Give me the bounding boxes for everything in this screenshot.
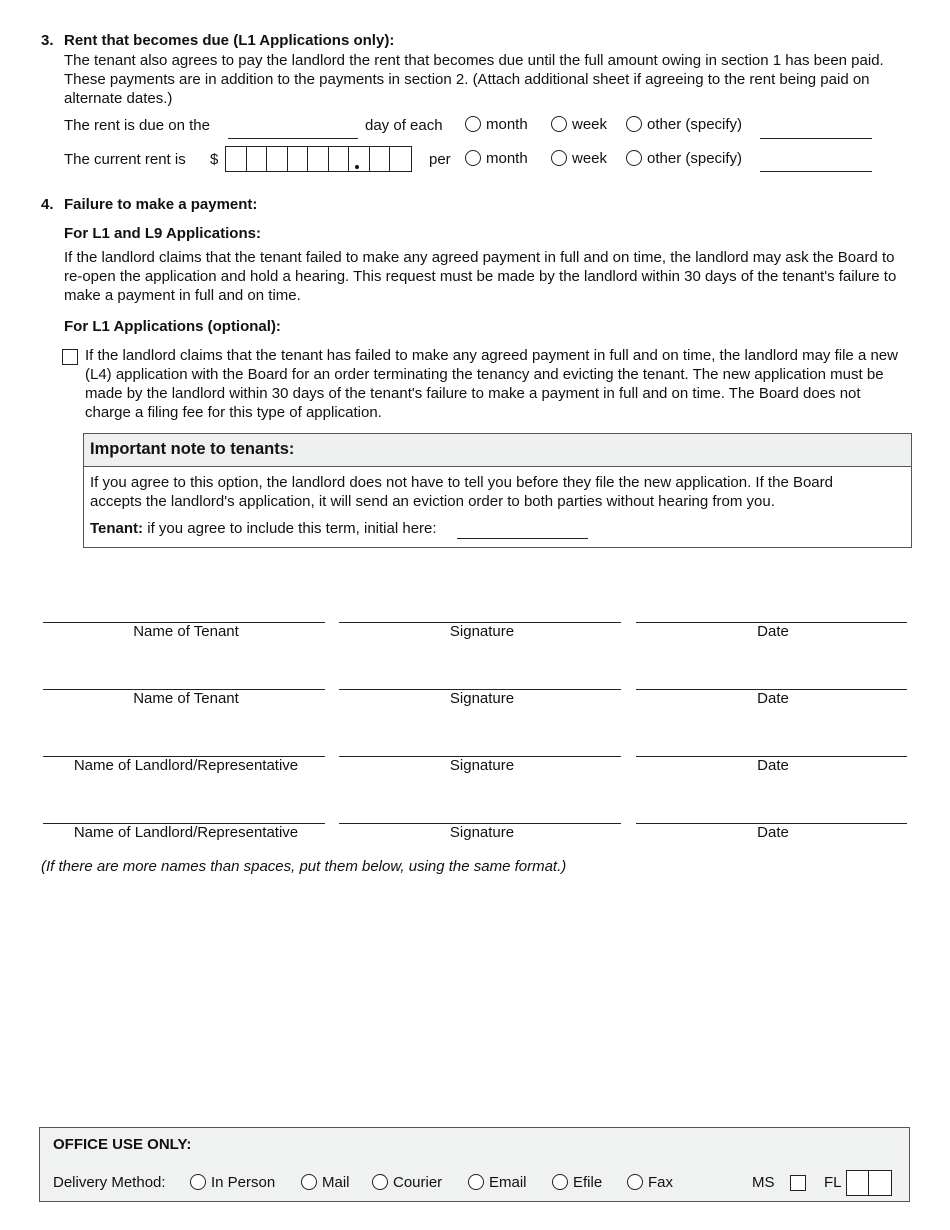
section-4-number: 4.	[41, 196, 54, 213]
signature-signature-label: Signature	[449, 824, 515, 841]
signature-date-label: Date	[757, 690, 789, 707]
signatures-footnote: (If there are more names than spaces, put them below, using the same format.)	[41, 858, 567, 875]
signature-date-label: Date	[757, 824, 789, 841]
checkbox-icon[interactable]	[790, 1175, 806, 1191]
fl-label: FL	[824, 1174, 842, 1191]
current-rent-label: The current rent is	[64, 151, 186, 168]
radio-icon[interactable]	[626, 116, 642, 132]
important-note-title: Important note to tenants:	[84, 434, 911, 467]
currency-symbol: $	[210, 151, 219, 168]
section-3-heading: Rent that becomes due (L1 Applications only):	[64, 32, 395, 49]
signature-name-label: Name of Tenant	[133, 690, 239, 707]
signature-name-label: Name of Landlord/Representative	[73, 757, 299, 774]
tenant-initial-row	[90, 520, 437, 537]
signature-date-label: Date	[757, 757, 789, 774]
l4-option-checkbox[interactable]	[62, 349, 78, 369]
decimal-point-icon	[355, 165, 359, 169]
ms-label: MS	[752, 1174, 775, 1191]
delivery-efile[interactable]	[552, 1174, 602, 1191]
radio-icon[interactable]	[468, 1174, 484, 1190]
signature-signature-label: Signature	[449, 757, 515, 774]
rent-due-other-field[interactable]	[760, 138, 872, 139]
delivery-mail[interactable]	[301, 1174, 350, 1191]
section-3-number: 3.	[41, 32, 54, 49]
tenant-initial-field[interactable]	[457, 538, 588, 539]
fl-field[interactable]	[846, 1170, 892, 1196]
option-label: week	[572, 116, 608, 133]
option-label: Mail	[322, 1174, 350, 1191]
important-note-body: If you agree to this option, the landlord does not have to tell you before they file the new application. If the Board accepts the landlord's application, it will send an eviction order to both parties without hearing from you.	[90, 474, 833, 510]
l1-l9-body: If the landlord claims that the tenant failed to make any agreed payment in full and on time, the landlord may ask the Board to re-open the application and hold a hearing. This request must be made by the landlord within 30 days of the tenant's failure to make a payment in full and on time.	[64, 249, 897, 304]
delivery-method-label: Delivery Method:	[53, 1174, 166, 1191]
delivery-in-person[interactable]	[190, 1174, 275, 1191]
tenant-bold-label: Tenant:	[90, 520, 144, 537]
option-label: month	[486, 116, 528, 133]
per-label: per	[429, 151, 451, 168]
current-rent-option-week[interactable]	[551, 150, 607, 167]
tenant-initial-text: if you agree to include this term, initial here:	[147, 520, 437, 537]
current-rent-option-month[interactable]	[465, 150, 528, 167]
radio-icon[interactable]	[465, 150, 481, 166]
delivery-fax[interactable]	[627, 1174, 673, 1191]
current-rent-option-other[interactable]	[626, 150, 742, 167]
signature-date-label: Date	[757, 623, 789, 640]
signature-name-label: Name of Landlord/Representative	[73, 824, 299, 841]
rent-due-label: The rent is due on the	[64, 117, 210, 134]
radio-icon[interactable]	[552, 1174, 568, 1190]
l1-optional-body: If the landlord claims that the tenant has failed to make any agreed payment in full and on time, the landlord may file a new (L4) application with the Board for an order terminating the tenancy and evicting the tenant. The new application must be made by the landlord within 30 days of the tenant's failure to make a payment in full and on time. The Board does not charge a filing fee for this type of application.	[85, 347, 898, 421]
delivery-email[interactable]	[468, 1174, 527, 1191]
office-use-title: OFFICE USE ONLY:	[53, 1136, 192, 1153]
option-label: Efile	[573, 1174, 603, 1191]
radio-icon[interactable]	[465, 116, 481, 132]
signature-name-label: Name of Tenant	[133, 623, 239, 640]
option-label: other (specify)	[647, 116, 743, 133]
ms-checkbox[interactable]	[790, 1175, 806, 1195]
checkbox-icon[interactable]	[62, 349, 78, 365]
current-rent-amount-field[interactable]	[225, 146, 412, 172]
radio-icon[interactable]	[190, 1174, 206, 1190]
radio-icon[interactable]	[551, 150, 567, 166]
delivery-courier[interactable]	[372, 1174, 442, 1191]
office-use-box	[39, 1127, 910, 1202]
rent-due-option-week[interactable]	[551, 116, 607, 133]
radio-icon[interactable]	[372, 1174, 388, 1190]
option-label: Email	[489, 1174, 527, 1191]
signature-signature-label: Signature	[449, 690, 515, 707]
l1-optional-heading: For L1 Applications (optional):	[64, 318, 281, 335]
current-rent-other-field[interactable]	[760, 171, 872, 172]
radio-icon[interactable]	[551, 116, 567, 132]
option-label: Courier	[393, 1174, 443, 1191]
rent-due-day-field[interactable]	[228, 138, 358, 139]
rent-due-option-month[interactable]	[465, 116, 528, 133]
option-label: week	[572, 150, 608, 167]
option-label: other (specify)	[647, 150, 743, 167]
radio-icon[interactable]	[301, 1174, 317, 1190]
radio-icon[interactable]	[626, 150, 642, 166]
l1-l9-heading: For L1 and L9 Applications:	[64, 225, 261, 242]
option-label: month	[486, 150, 528, 167]
radio-icon[interactable]	[627, 1174, 643, 1190]
section-4-heading: Failure to make a payment:	[64, 196, 258, 213]
signature-signature-label: Signature	[449, 623, 515, 640]
rent-due-option-other[interactable]	[626, 116, 742, 133]
option-label: Fax	[648, 1174, 674, 1191]
rent-due-mid-label: day of each	[365, 117, 443, 134]
section-3-body: The tenant also agrees to pay the landlord the rent that becomes due until the full amount owing in section 1 has been paid. These payments are in addition to the payments in section 2. (Attach additional sheet if agreeing to the rent being paid on alternate dates.)	[64, 52, 884, 107]
option-label: In Person	[211, 1174, 276, 1191]
important-note-box	[83, 433, 912, 548]
